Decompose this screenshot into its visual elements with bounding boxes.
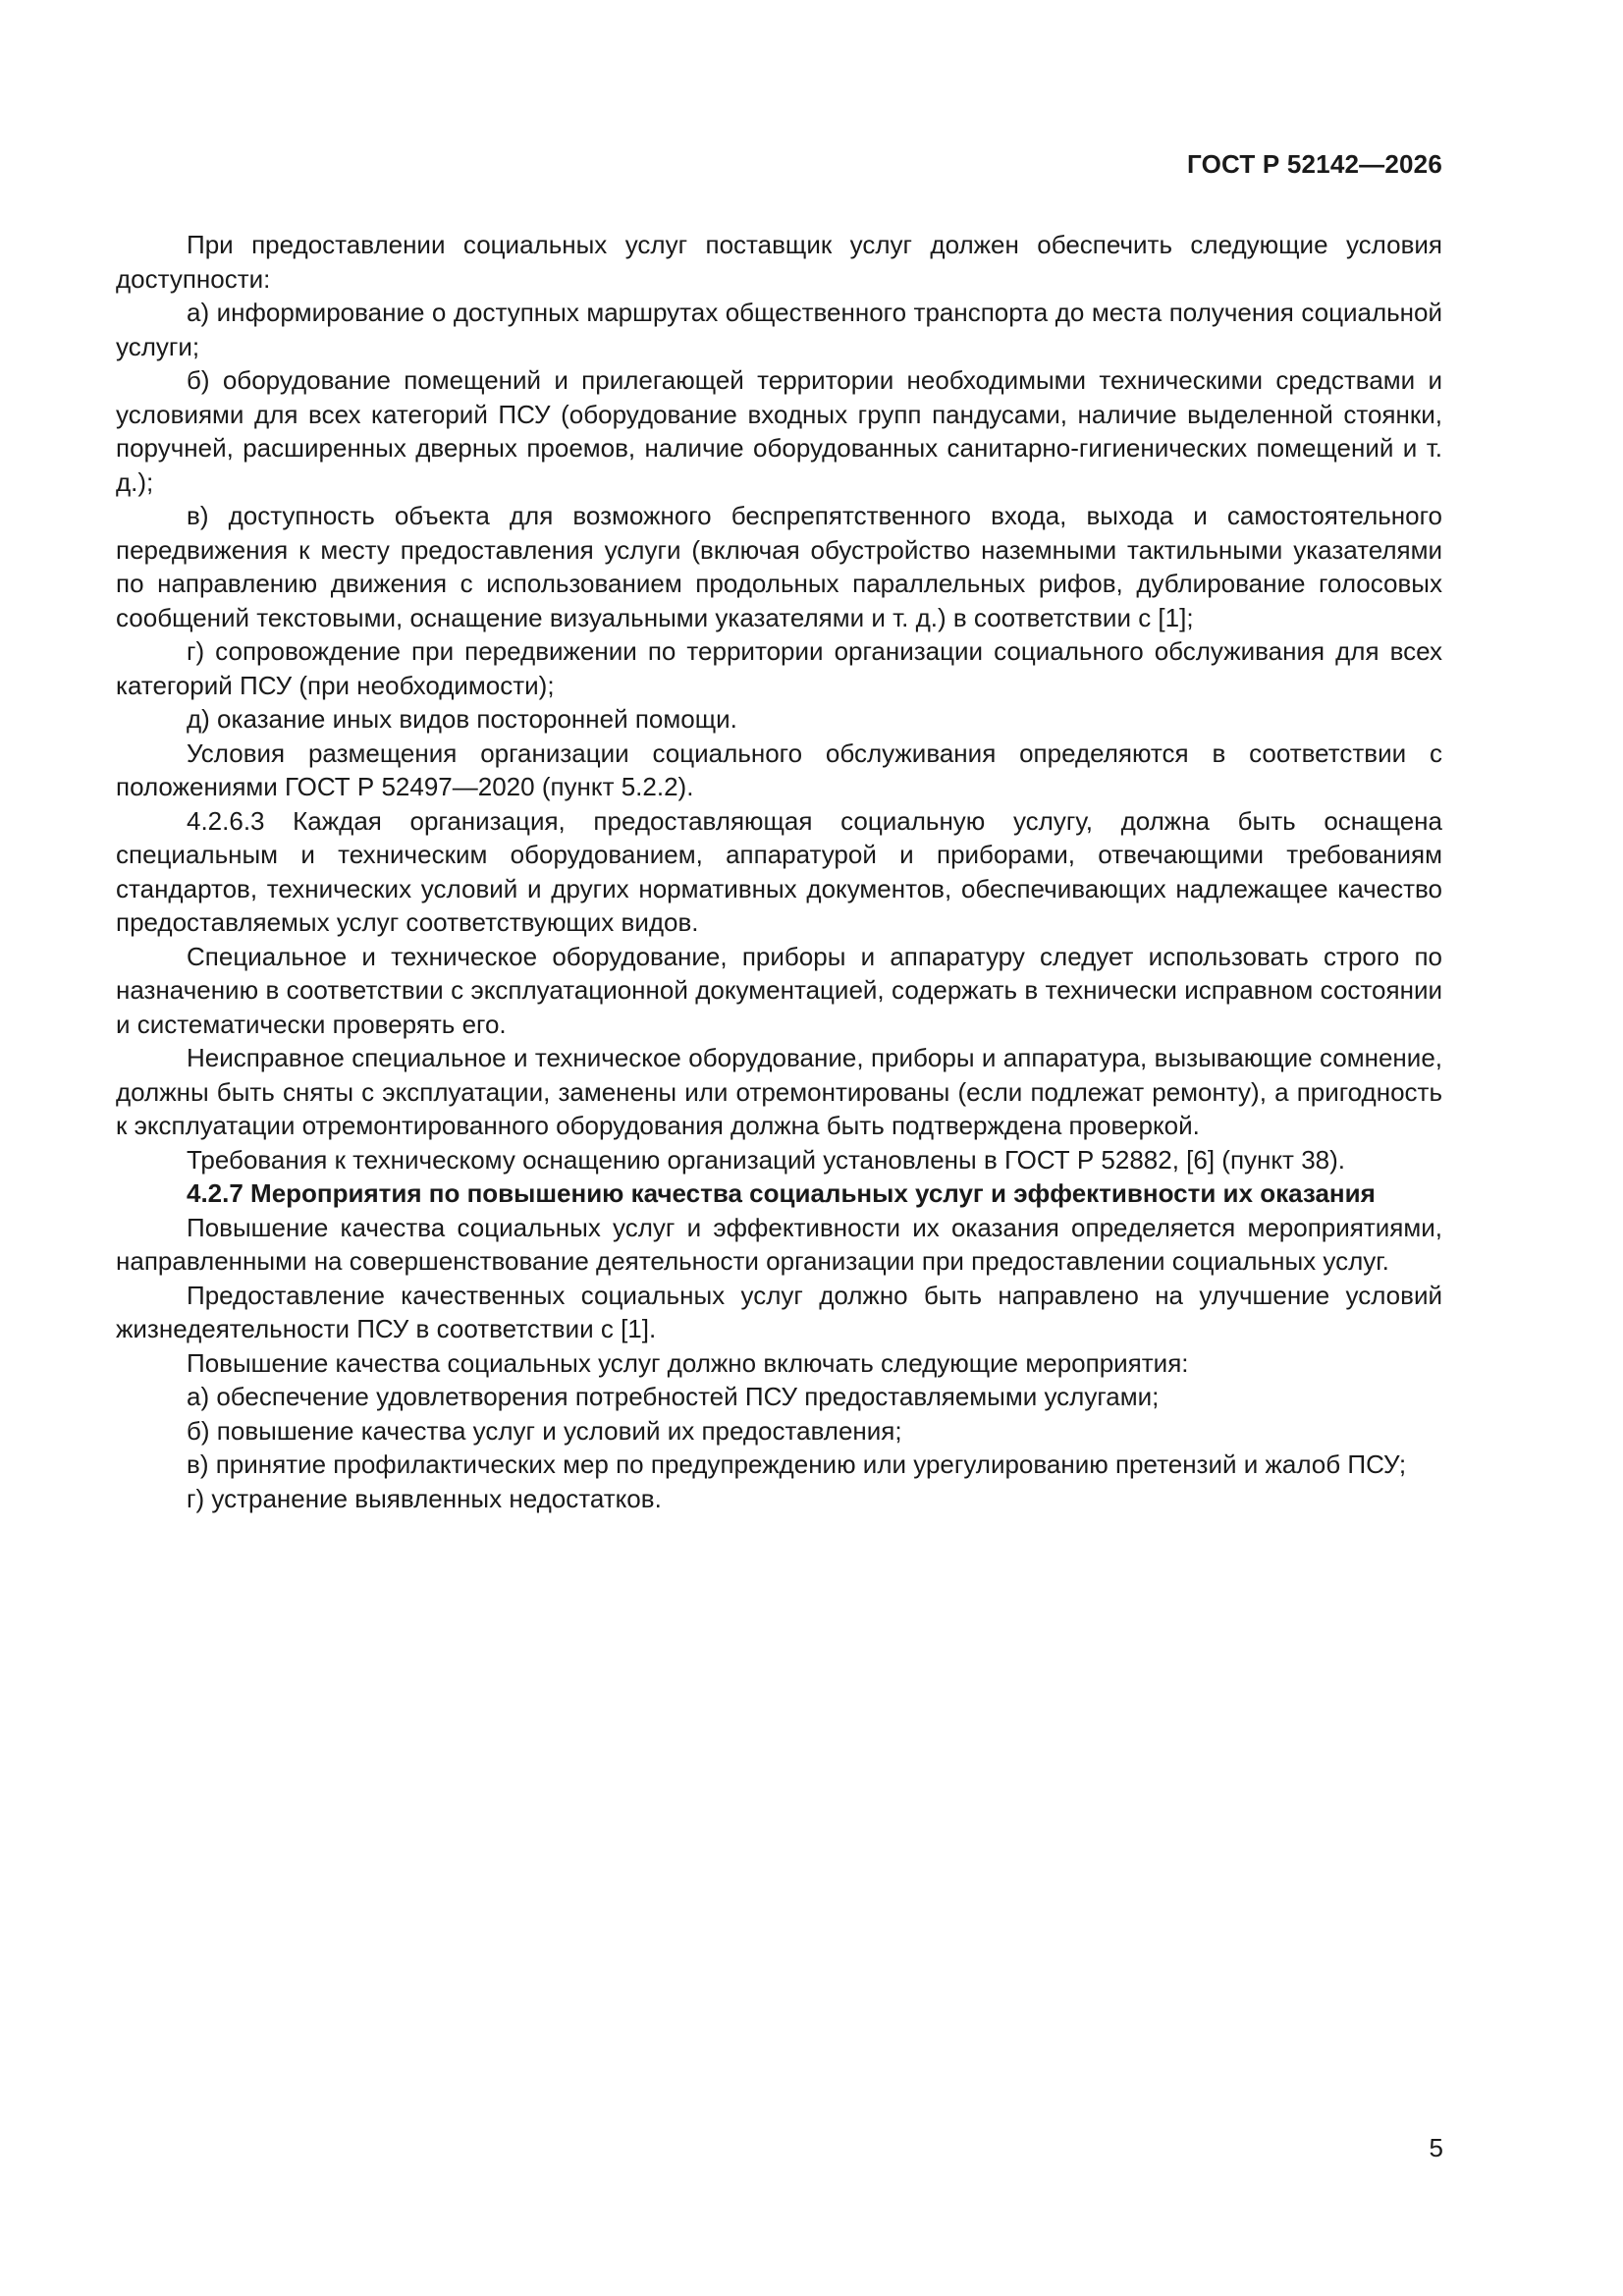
list-item: а) информирование о доступных маршрутах общественного транспорта до места получения социальной услуги; [116, 298, 1442, 361]
paragraph: При предоставлении социальных услуг поставщик услуг должен обеспечить следующие условия доступности: [116, 230, 1442, 294]
document-body [116, 228, 1442, 1515]
paragraph: Требования к техническому оснащению организаций установлены в ГОСТ Р 52882, [6] (пункт 38). [187, 1144, 1345, 1175]
list-item: б) повышение качества услуг и условий их предоставления; [187, 1415, 902, 1446]
paragraph: Неисправное специальное и техническое оборудование, приборы и аппаратура, вызывающие сомнение, должны быть сняты с эксплуатации, заменены или отремонтированы (если подлежат ремонту), а пригодность к эксплуатации отремонтированного оборудования должна быть подтверждена проверкой. [116, 1043, 1442, 1140]
paragraph: Повышение качества социальных услуг должно включать следующие мероприятия: [187, 1347, 1189, 1378]
list-item: в) принятие профилактических мер по предупреждению или урегулированию претензий и жалоб ПСУ; [187, 1449, 1407, 1479]
list-item: д) оказание иных видов посторонней помощи. [187, 704, 737, 734]
list-item: б) оборудование помещений и прилегающей территории необходимыми техническими средствами и условиями для всех категорий ПСУ (оборудование входных групп пандусами, наличие выделенной стоянки, поручней, расширенных дверных проемов, наличие оборудованных санитарно-гигиенических помещений и т. д.); [116, 365, 1442, 497]
page-number: 5 [1429, 2133, 1443, 2162]
paragraph: Специальное и техническое оборудование, приборы и аппаратуру следует использовать строго по назначению в соответствии с эксплуатационной документацией, содержать в технически исправном состоянии и систематически проверять его. [116, 941, 1442, 1039]
document-header: ГОСТ Р 52142—2026 [1187, 149, 1442, 179]
clause-paragraph: 4.2.6.3 Каждая организация, предоставляющая социальную услугу, должна быть оснащена специальным и техническим оборудованием, аппаратурой и приборами, отвечающими требованиям стандартов, технических условий и других нормативных документов, обеспечивающих надлежащее качество предоставляемых услуг соответствующих видов. [116, 805, 1442, 937]
list-item: г) устранение выявленных недостатков. [187, 1483, 662, 1513]
paragraph: Условия размещения организации социального обслуживания определяются в соответствии с положениями ГОСТ Р 52497—2020 (пункт 5.2.2). [116, 738, 1442, 801]
paragraph: Предоставление качественных социальных услуг должно быть направлено на улучшение условий жизнедеятельности ПСУ в соответствии с [1]. [116, 1280, 1442, 1343]
paragraph: Повышение качества социальных услуг и эффективности их оказания определяется мероприятиями, направленными на совершенствование деятельности организации при предоставлении социальных услуг. [116, 1212, 1442, 1276]
section-heading: 4.2.7 Мероприятия по повышению качества социальных услуг и эффективности их оказания [187, 1178, 1376, 1208]
list-item: а) обеспечение удовлетворения потребностей ПСУ предоставляемыми услугами; [187, 1382, 1160, 1411]
list-item: в) доступность объекта для возможного беспрепятственного входа, выхода и самостоятельного передвижения к месту предоставления услуги (включая обустройство наземными тактильными указателями по направлению движения с использованием продольных параллельных рифов, дублирование голосовых сообщений текстовыми, оснащение визуальными указателями и т. д.) в соответствии с [1]; [116, 501, 1442, 632]
list-item: г) сопровождение при передвижении по территории организации социального обслуживания для всех категорий ПСУ (при необходимости); [116, 636, 1442, 700]
